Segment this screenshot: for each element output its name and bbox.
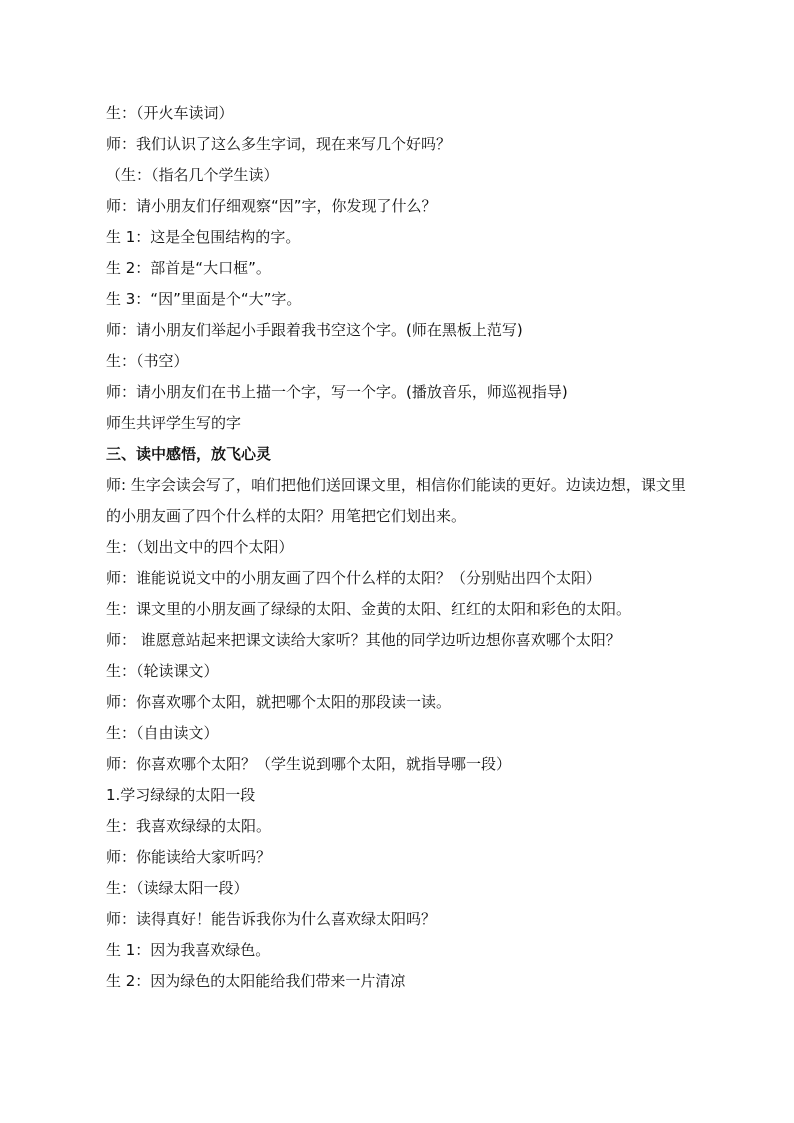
- text-line: 师生共评学生写的字: [106, 414, 242, 432]
- document-body: [106, 98, 726, 997]
- text-line: （生：（指名几个学生读）: [106, 166, 279, 184]
- text-line: 生：课文里的小朋友画了绿绿的太阳、金黄的太阳、红红的太阳和彩色的太阳。: [106, 600, 632, 618]
- text-line: 生：（自由读文）: [106, 724, 219, 742]
- text-line: 师： 谁愿意站起来把课文读给大家听？其他的同学边听边想你喜欢哪个太阳？: [106, 631, 621, 649]
- text-line: 生：（轮读课文）: [106, 662, 219, 680]
- text-line: 生 1：这是全包围结构的字。: [106, 228, 301, 246]
- text-line: 生：（书空）: [106, 352, 189, 370]
- text-line: 师: 生字会读会写了，咱们把他们送回课文里，相信你们能读的更好。边读边想，课文里: [106, 476, 686, 494]
- text-line: 师：请小朋友们举起小手跟着我书空这个字。(师在黑板上范写): [106, 321, 523, 339]
- text-line: 生：（开火车读词）: [106, 104, 234, 122]
- text-line: 生 2：部首是“大口框”。: [106, 259, 271, 277]
- text-line: 师：我们认识了这么多生字词，现在来写几个好吗？: [106, 135, 452, 153]
- text-line: 生 2：因为绿色的太阳能给我们带来一片清凉: [106, 972, 406, 990]
- text-line: 生 1：因为我喜欢绿色。: [106, 941, 271, 959]
- section-heading: 三、读中感悟，放飞心灵: [106, 445, 272, 463]
- text-line: 生：（读绿太阳一段）: [106, 879, 249, 897]
- text-line: 生：（划出文中的四个太阳）: [106, 538, 294, 556]
- text-line: 师：请小朋友们在书上描一个字，写一个字。(播放音乐，师巡视指导): [106, 383, 568, 401]
- text-line: 师：谁能说说文中的小朋友画了四个什么样的太阳？（分别贴出四个太阳）: [106, 569, 602, 587]
- text-line: 的小朋友画了四个什么样的太阳？用笔把它们划出来。: [106, 507, 467, 525]
- text-line: 1.学习绿绿的太阳一段: [106, 786, 256, 804]
- text-line: 师：请小朋友们仔细观察“因”字，你发现了什么？: [106, 197, 437, 215]
- text-line: 师：你喜欢哪个太阳？（学生说到哪个太阳，就指导哪一段）: [106, 755, 512, 773]
- text-line: 师：你喜欢哪个太阳，就把哪个太阳的那段读一读。: [106, 693, 452, 711]
- text-line: 生 3：“因”里面是个“大”字。: [106, 290, 302, 308]
- text-line: 生：我喜欢绿绿的太阳。: [106, 817, 272, 835]
- text-line: 师：读得真好！能告诉我你为什么喜欢绿太阳吗？: [106, 910, 437, 928]
- text-line: 师：你能读给大家听吗？: [106, 848, 272, 866]
